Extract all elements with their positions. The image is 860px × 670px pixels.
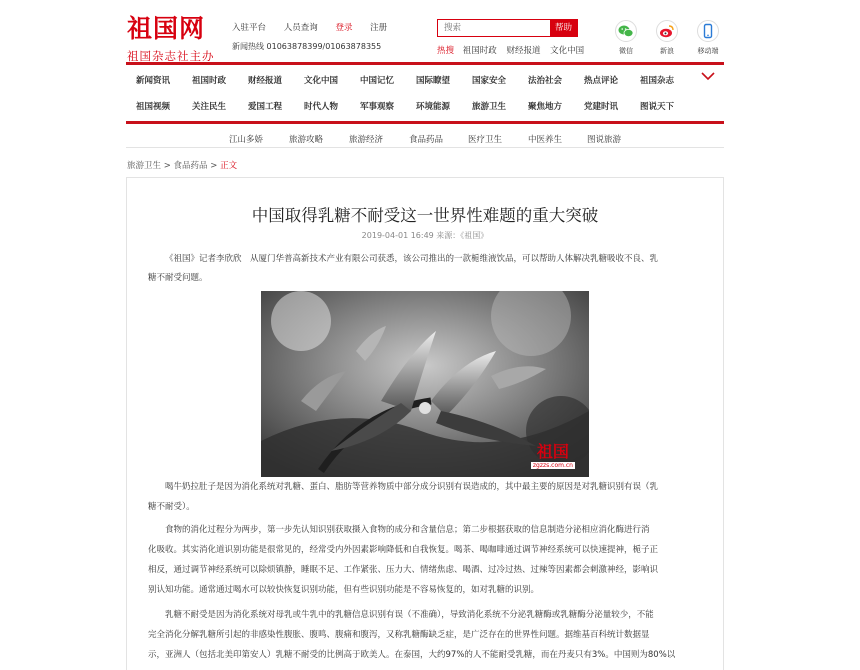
logo-title: 祖国网 [127,14,206,43]
subnav-item[interactable]: 江山多娇 [229,135,264,145]
news-hotline: 新闻热线 01063878399/01063878355 [232,42,382,51]
nav-item[interactable]: 国家安全 [472,76,507,86]
login-link[interactable]: 登录 [335,23,353,33]
search-box [437,19,578,37]
wechat-link[interactable] [608,20,644,56]
article-meta: 2019-04-01 16:49 来源：《祖国》 [361,231,489,240]
nav-item[interactable]: 军事观察 [360,102,395,112]
breadcrumb [127,159,237,171]
nav-item[interactable]: 祖国杂志 [640,76,675,86]
article-photo [261,291,589,477]
join-platform-link[interactable]: 入驻平台 [232,23,267,33]
subnav-item[interactable]: 中医养生 [528,135,563,145]
nav-item[interactable]: 新闻资讯 [136,76,171,86]
breadcrumb-separator: > [207,161,221,171]
logo-subtitle: 祖国杂志社主办 [127,49,215,63]
register-link[interactable]: 注册 [370,23,388,33]
paragraph-line: 糖不耐受问题。 [148,273,208,283]
paragraph-line: 《祖国》记者李欣欣 从厦门华普高新技术产业有限公司获悉，该公司推出的一款栀维液饮品，可以帮助人体解决乳糖吸收不良、乳 [165,254,659,264]
nav-item[interactable]: 聚焦地方 [528,102,563,112]
site-logo[interactable] [127,9,215,64]
breadcrumb-current: 正文 [220,161,238,171]
weibo-label: 新浪 [660,47,674,55]
mobile-link[interactable] [690,20,726,56]
mobile-label: 移动端 [697,47,719,55]
article-title: 中国取得乳糖不耐受这一世界性难题的重大突破 [251,206,599,225]
chevron-down-icon[interactable] [700,71,716,81]
subnav-item[interactable]: 旅游攻略 [289,135,324,145]
nav-item[interactable]: 文化中国 [304,76,339,86]
hot-search-item[interactable]: 祖国时政 [462,46,497,56]
paragraph-line: 糖不耐受）。 [148,502,195,512]
hot-search-item[interactable]: 文化中国 [550,46,585,56]
nav-item[interactable]: 中国记忆 [360,76,395,86]
hot-search-item[interactable]: 财经报道 [506,46,541,56]
watermark-logo: 祖国 [536,442,569,461]
breadcrumb-link[interactable]: 食品药品 [173,161,208,171]
hot-search [437,44,591,56]
search-input[interactable] [438,20,550,36]
paragraph-line: 喝牛奶拉肚子是因为消化系统对乳糖、蛋白、脂肪等营养物质中部分成分识别有误造成的，其中最主要的原因是对乳糖识别有误（乳 [165,482,659,492]
article [126,177,724,670]
nav-item[interactable]: 热点评论 [584,76,619,86]
sub-nav [126,128,724,148]
nav-item[interactable]: 财经报道 [248,76,283,86]
nav-item[interactable]: 祖国时政 [192,76,227,86]
nav-item[interactable]: 国际瞭望 [416,76,451,86]
paragraph-line: 化吸收。其实消化道识别功能是很常见的，经常受内外因素影响降低和自我恢复。喝茶、喝咖啡通过调节神经系统可以快速提神，栀子正 [148,545,659,555]
paragraph-line: 别认知功能。通常通过喝水可以较快恢复识别功能，但有些识别功能是不容易恢复的，如对乳糖的识别。 [148,585,540,595]
photo-watermark [531,439,575,469]
nav-item[interactable]: 图说天下 [640,102,675,112]
nav-item[interactable]: 环境能源 [416,102,451,112]
mobile-icon [697,20,719,42]
staff-search-link[interactable]: 人员查询 [283,23,318,33]
subnav-item[interactable]: 图说旅游 [587,135,622,145]
main-nav [126,62,724,124]
weibo-icon [656,20,678,42]
watermark-url: zgzzs.com.cn [532,462,573,469]
nav-item[interactable]: 祖国视频 [136,102,171,112]
paragraph-line: 示，亚洲人（包括北美印第安人）乳糖不耐受的比例高于欧美人。在泰国，大约97%的人不能耐受乳糖，而在丹麦只有3%。中国则为80%以 [148,650,676,660]
nav-item[interactable]: 关注民生 [192,102,227,112]
subnav-item[interactable]: 食品药品 [409,135,444,145]
wechat-icon [615,20,637,42]
breadcrumb-separator: > [161,161,174,171]
paragraph-line: 完全消化分解乳糖所引起的非感染性腹胀、腹鸣、腹痛和腹泻，又称乳糖酶缺乏症，是广泛存在的世界性问题。据维基百科统计数据显 [148,630,650,640]
weibo-link[interactable] [649,20,685,56]
nav-item[interactable]: 旅游卫生 [472,102,507,112]
paragraph-line: 乳糖不耐受是因为消化系统对母乳或牛乳中的乳糖信息识别有误（不准确），导致消化系统不分泌乳糖酶或乳糖酶分泌量较少，不能 [165,610,654,620]
top-links [232,21,402,33]
subnav-item[interactable]: 医疗卫生 [468,135,503,145]
subnav-item[interactable]: 旅游经济 [349,135,384,145]
breadcrumb-link[interactable]: 旅游卫生 [127,161,162,171]
paragraph-line: 食物的消化过程分为两步，第一步先认知识别获取摄入食物的成分和含量信息；第二步根据获取的信息制造分泌相应消化酶进行消 [165,525,650,535]
nav-item[interactable]: 法治社会 [528,76,563,86]
nav-item[interactable]: 时代人物 [304,102,339,112]
nav-item[interactable]: 爱国工程 [248,102,283,112]
search-button[interactable]: 帮助 [550,20,577,36]
hot-search-label: 热搜 [437,46,455,56]
wechat-label: 微信 [619,47,633,55]
nav-item[interactable]: 党建时讯 [584,102,619,112]
paragraph-line: 相反，通过调节神经系统可以除烦镇静，睡眠不足、工作紧张、压力大、情绪焦虑、喝酒、过冷过热、过辣等因素都会刺激神经，影响识 [148,565,659,575]
